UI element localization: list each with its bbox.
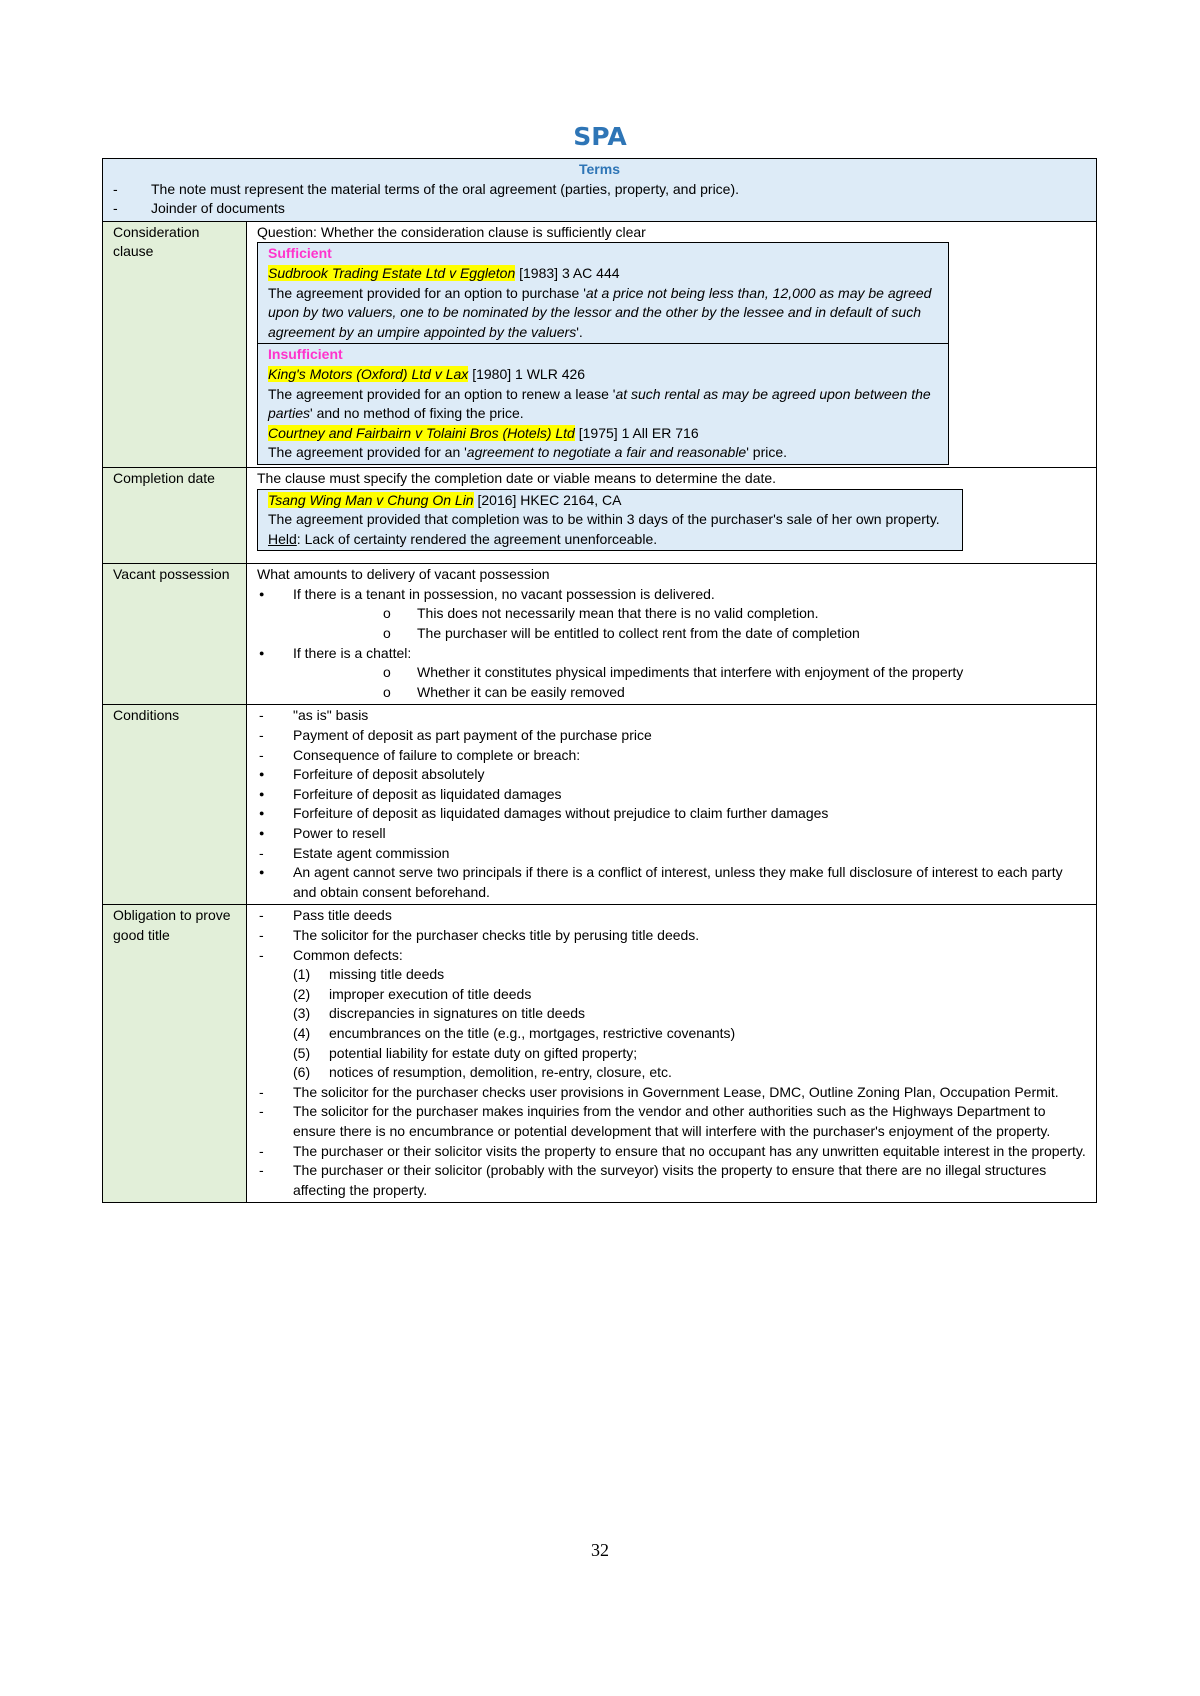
completion-intro: The clause must specify the completion date or viable means to determine the date. (257, 469, 777, 486)
list-item: - The purchaser or their solicitor visits the property to ensure that no occupant has any unwritten equitable interest in the property. (257, 1142, 1086, 1162)
defects-list (257, 965, 1086, 1083)
vacant-row (103, 564, 1097, 705)
sufficient-box (257, 242, 949, 344)
list-item: - The purchaser or their solicitor (probably with the surveyor) visits the property to ensure that there are no illegal structures affecting the property. (257, 1161, 1086, 1200)
list-item: (6) notices of resumption, demolition, re-entry, closure, etc. (293, 1064, 672, 1081)
row-label: Obligation to prove good title (103, 905, 247, 1203)
list-item: (3) discrepancies in signatures on title deeds (293, 1005, 586, 1022)
list-item: o The purchaser will be entitled to collect rent from the date of completion (293, 624, 1086, 644)
case-description: The agreement provided for an option to purchase 'at a price not being less than, 12,000 as may be agreed upon by two valuers, one to be nominated by the lessor and the other by the lessee and in default of such agreement by an umpire appointed by the valuers'. (268, 284, 932, 340)
vacant-content (247, 564, 1097, 705)
consideration-row (103, 221, 1097, 467)
case-name: Sudbrook Trading Estate Ltd v Eggleton (268, 264, 516, 281)
page-title: SPA (573, 122, 627, 151)
list-item: - The solicitor for the purchaser checks title by perusing title deeds. (257, 926, 1086, 946)
list-item: (2) improper execution of title deeds (293, 985, 532, 1002)
list-item: - Common defects: (257, 946, 1086, 966)
row-label: Conditions (103, 705, 247, 905)
list-item: o Whether it constitutes physical impediments that interfere with enjoyment of the property (293, 663, 1086, 683)
list-item: ● Forfeiture of deposit absolutely (257, 765, 1086, 785)
case-reference: Sudbrook Trading Estate Ltd v Eggleton [1983] 3 AC 444 (268, 264, 620, 281)
sufficient-heading: Sufficient (268, 245, 332, 262)
list-item: ● Power to resell (257, 824, 1086, 844)
list-item: - "as is" basis (257, 706, 1086, 726)
conditions-content (247, 705, 1097, 905)
spa-table (102, 158, 1097, 1203)
insufficient-box (257, 344, 949, 465)
terms-item: - Joinder of documents (113, 200, 285, 217)
insufficient-heading: Insufficient (268, 346, 343, 363)
list-item: - The solicitor for the purchaser makes inquiries from the vendor and other authorities such as the Highways Department to ensure there is no encumbrance or potential development that will interfere with the purchaser's enjoyment of the property. (257, 1102, 1086, 1141)
case-reference: Tsang Wing Man v Chung On Lin [2016] HKEC 2164, CA (268, 491, 622, 508)
list-item: ● If there is a chattel: o Whether it constitutes physical impediments that interfere with enjoyment of the property o Whether it can be easily removed (257, 644, 1086, 703)
title-content (247, 905, 1097, 1203)
completion-case-box (257, 489, 963, 552)
list-item: - Consequence of failure to complete or breach: (257, 746, 1086, 766)
case-description: The agreement provided that completion was to be within 3 days of the purchaser's sale of her own property. (268, 511, 940, 528)
list-item: ● An agent cannot serve two principals if there is a conflict of interest, unless they make full disclosure of interest to each party and obtain consent beforehand. (257, 863, 1086, 902)
list-item: o Whether it can be easily removed (293, 683, 1086, 703)
list-item: ● Forfeiture of deposit as liquidated damages without prejudice to claim further damages (257, 804, 1086, 824)
row-label: Consideration clause (103, 221, 247, 467)
consideration-content (247, 221, 1097, 467)
case-description: The agreement provided for an 'agreement to negotiate a fair and reasonable' price. (268, 444, 788, 461)
vacant-intro: What amounts to delivery of vacant possession (257, 566, 550, 583)
row-label: Completion date (103, 467, 247, 563)
completion-row (103, 467, 1097, 563)
case-name: Courtney and Fairbairn v Tolaini Bros (Hotels) Ltd (268, 424, 575, 441)
case-reference: Courtney and Fairbairn v Tolaini Bros (Hotels) Ltd [1975] 1 All ER 716 (268, 424, 699, 441)
list-item: (1) missing title deeds (293, 966, 445, 983)
list-item: - Payment of deposit as part payment of the purchase price (257, 726, 1086, 746)
terms-heading: Terms (579, 161, 620, 177)
list-item: - The solicitor for the purchaser checks user provisions in Government Lease, DMC, Outline Zoning Plan, Occupation Permit. (257, 1083, 1086, 1103)
list-item: - Pass title deeds (257, 906, 1086, 926)
list-item: ● If there is a tenant in possession, no vacant possession is delivered. o This does not necessarily mean that there is no valid completion. o The purchaser will be entitled to collect rent from the date of completion (257, 585, 1086, 644)
case-description: The agreement provided for an option to renew a lease 'at such rental as may be agreed upon between the parties' and no method of fixing the price. (268, 385, 931, 422)
case-name: King's Motors (Oxford) Ltd v Lax (268, 365, 469, 382)
terms-cell (103, 159, 1097, 222)
case-held: Held: Lack of certainty rendered the agreement unenforceable. (268, 530, 658, 547)
completion-content (247, 467, 1097, 563)
list-item: - Estate agent commission (257, 844, 1086, 864)
conditions-row (103, 705, 1097, 905)
list-item: (5) potential liability for estate duty on gifted property; (293, 1044, 638, 1061)
terms-item: - The note must represent the material terms of the oral agreement (parties, property, and price). (113, 180, 740, 197)
list-item: ● Forfeiture of deposit as liquidated damages (257, 785, 1086, 805)
page-number: 32 (591, 1540, 609, 1560)
row-label: Vacant possession (103, 564, 247, 705)
consideration-question: Question: Whether the consideration clause is sufficiently clear (257, 223, 646, 240)
list-item: (4) encumbrances on the title (e.g., mortgages, restrictive covenants) (293, 1024, 736, 1041)
list-item: o This does not necessarily mean that there is no valid completion. (293, 604, 1086, 624)
case-reference: King's Motors (Oxford) Ltd v Lax [1980] 1 WLR 426 (268, 365, 586, 382)
case-name: Tsang Wing Man v Chung On Lin (268, 491, 474, 508)
vacant-list (257, 585, 1086, 703)
title-row (103, 905, 1097, 1203)
terms-row (103, 159, 1097, 222)
